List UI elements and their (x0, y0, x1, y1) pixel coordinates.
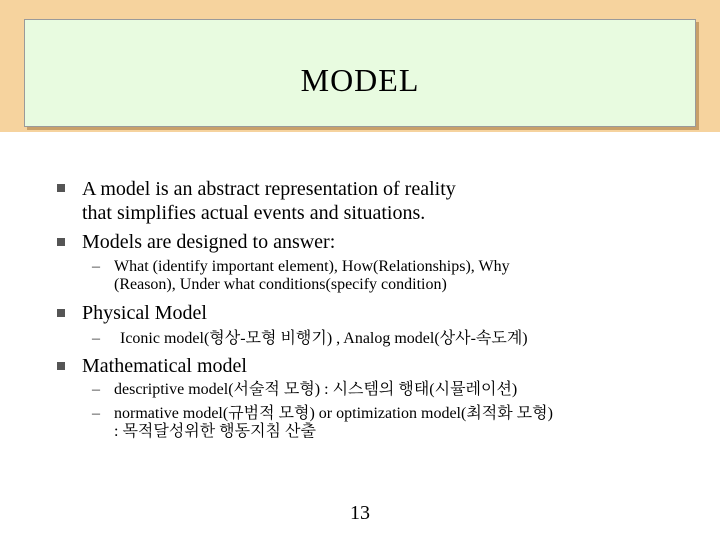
sub-bullet-text: descriptive model(서술적 모형) : 시스템의 행태(시뮬레이션) (114, 381, 518, 398)
dash-icon: – (92, 258, 100, 275)
sub-line: normative model(규범적 모형) or optimization model(최적화 모형) (114, 405, 553, 422)
bullet-line: A model is an abstract representation of reality (82, 178, 456, 200)
bullet-square-icon (57, 184, 65, 192)
sub-line: : 목적달성위한 행동지침 산출 (114, 423, 316, 440)
page-number: 13 (350, 502, 370, 524)
bullet-text: Physical Model (82, 302, 207, 324)
sub-bullet-text (114, 258, 510, 294)
bullet-square-icon (57, 362, 65, 370)
sub-bullet-text (114, 405, 553, 441)
bullet-square-icon (57, 309, 65, 317)
sub-line: (Reason), Under what conditions(specify condition) (114, 276, 447, 293)
dash-icon: – (92, 330, 100, 347)
bullet-line: that simplifies actual events and situations. (82, 202, 426, 224)
sub-bullet-text: Iconic model(형상-모형 비행기) , Analog model(상사-속도계) (120, 330, 528, 347)
bullet-text (82, 177, 456, 225)
title-box (24, 19, 696, 127)
dash-icon: – (92, 405, 100, 422)
slide-title: MODEL (300, 62, 420, 98)
bullet-text: Models are designed to answer: (82, 231, 336, 253)
bullet-text: Mathematical model (82, 355, 247, 377)
dash-icon: – (92, 381, 100, 398)
sub-line: What (identify important element), How(Relationships), Why (114, 258, 510, 275)
bullet-square-icon (57, 238, 65, 246)
